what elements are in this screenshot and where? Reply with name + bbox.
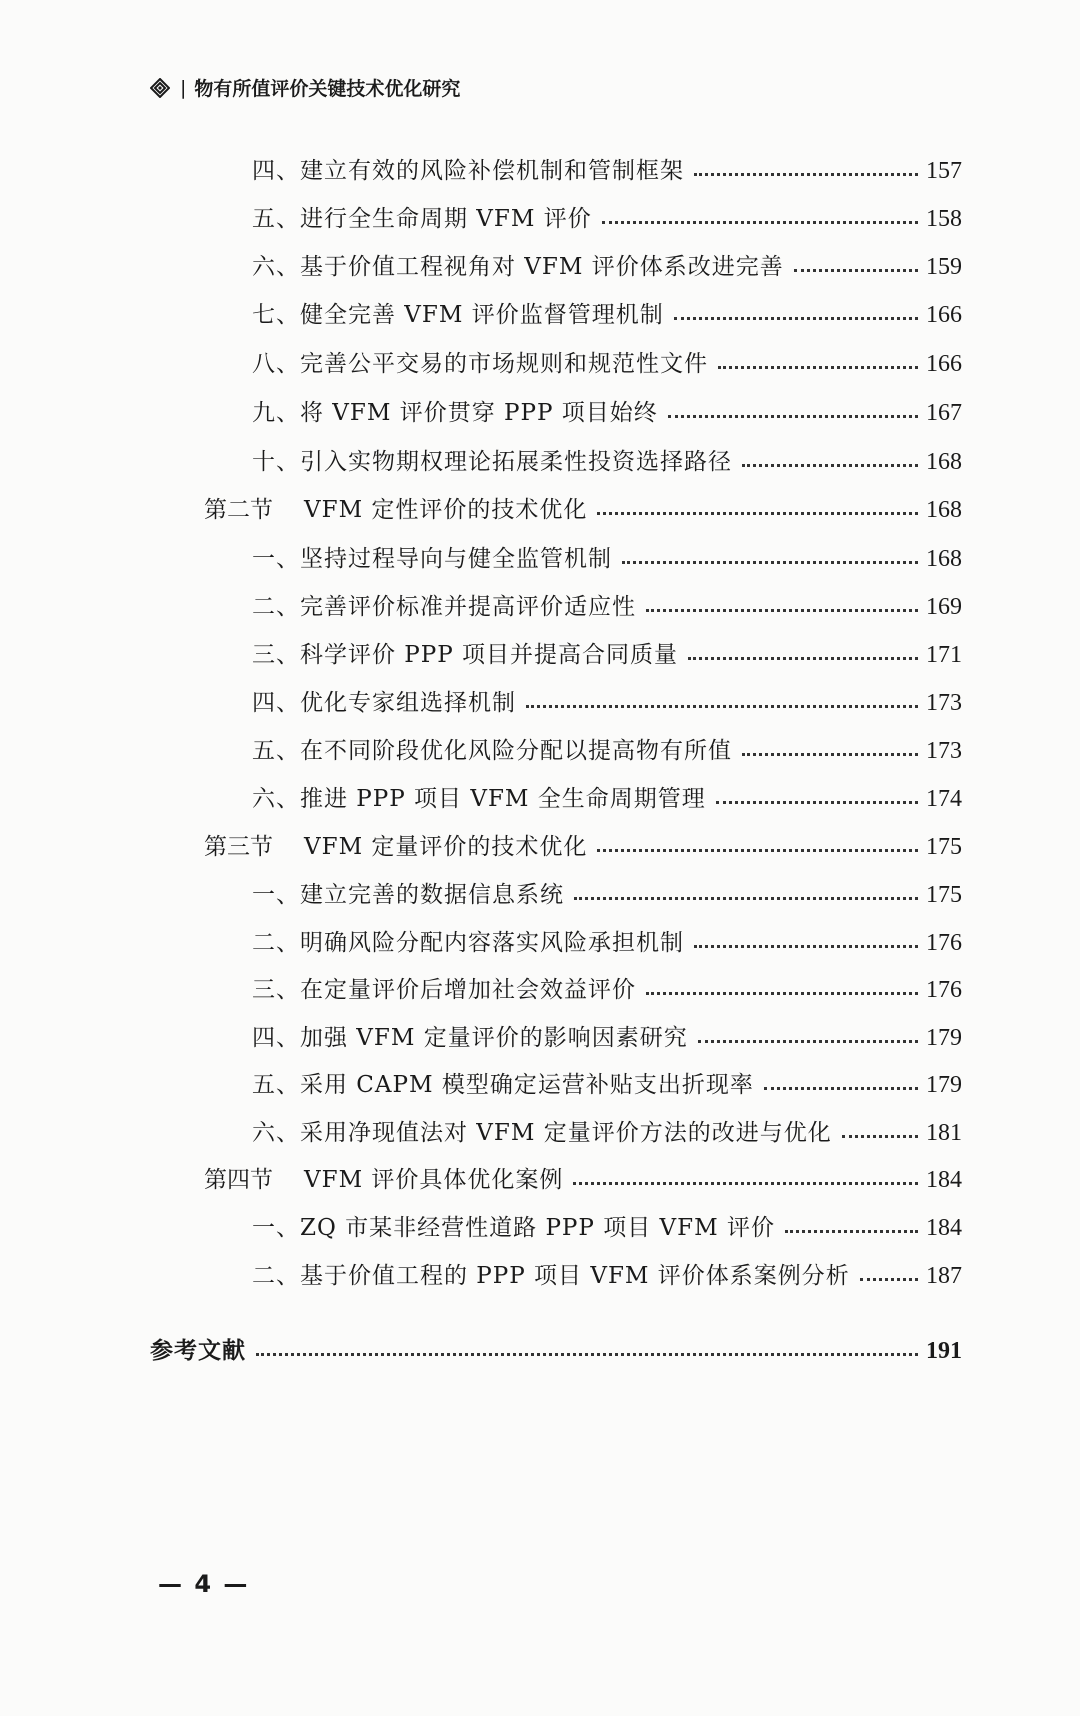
toc-section[interactable] [0, 1163, 1080, 1197]
toc-entry-page: 157 [926, 158, 962, 184]
leader-dots [694, 173, 918, 176]
toc-section[interactable] [0, 493, 1080, 527]
leader-dots [742, 753, 918, 756]
toc-entry-page: 166 [926, 302, 962, 328]
toc-entry-title: 四、优化专家组选择机制 [252, 690, 516, 716]
leader-dots [597, 849, 918, 852]
leader-dots [574, 897, 918, 900]
leader-dots [597, 512, 918, 515]
toc-entry-title: 四、建立有效的风险补偿机制和管制框架 [252, 158, 684, 184]
leader-dots [668, 415, 918, 418]
toc-entry-page: 171 [926, 642, 962, 668]
toc-entry-title: 七、健全完善 VFM 评价监督管理机制 [252, 302, 664, 328]
toc-references-title: 参考文献 [150, 1337, 246, 1364]
toc-entry-page: 173 [926, 690, 962, 716]
leader-dots [573, 1182, 918, 1185]
toc-entry[interactable] [0, 1259, 1080, 1293]
toc-section-page: 184 [926, 1167, 962, 1193]
toc-entry[interactable] [0, 734, 1080, 768]
toc-entry-page: 159 [926, 254, 962, 280]
toc-entry[interactable] [0, 298, 1080, 332]
leader-dots [646, 609, 918, 612]
toc-entry[interactable] [0, 973, 1080, 1007]
leader-dots [646, 992, 918, 995]
toc-entry-page: 181 [926, 1120, 962, 1146]
toc-entry-title: 八、完善公平交易的市场规则和规范性文件 [252, 351, 708, 377]
page-number: — 4 — [158, 1570, 250, 1598]
leader-dots [688, 657, 918, 660]
toc-entry-page: 167 [926, 400, 962, 426]
toc-entry[interactable] [0, 1211, 1080, 1245]
toc-entry[interactable] [0, 1116, 1080, 1150]
leader-dots [622, 561, 918, 564]
leader-dots [602, 221, 918, 224]
toc-entry[interactable] [0, 926, 1080, 960]
toc-entry-title: 六、基于价值工程视角对 VFM 评价体系改进完善 [252, 254, 784, 280]
toc-entry[interactable] [0, 878, 1080, 912]
toc-section-page: 168 [926, 497, 962, 523]
toc-section-title: VFM 定性评价的技术优化 [304, 497, 588, 523]
toc-entry-page: 168 [926, 546, 962, 572]
toc-section-label: 第二节 [204, 497, 273, 523]
toc-entry-page: 179 [926, 1072, 962, 1098]
toc-section-title: VFM 定量评价的技术优化 [304, 834, 588, 860]
toc-entry[interactable] [0, 396, 1080, 430]
header-separator: | [180, 76, 187, 99]
toc-entry-page: 179 [926, 1025, 962, 1051]
toc-references-page: 191 [926, 1338, 962, 1364]
leader-dots [716, 801, 918, 804]
leader-dots [526, 705, 918, 708]
toc-entry[interactable] [0, 445, 1080, 479]
leader-dots [860, 1278, 918, 1281]
toc-section-page: 175 [926, 834, 962, 860]
toc-entry-title: 一、坚持过程导向与健全监管机制 [252, 546, 612, 572]
leader-dots [718, 366, 918, 369]
toc-entry-page: 166 [926, 351, 962, 377]
toc-section-title: VFM 评价具体优化案例 [304, 1167, 564, 1193]
toc-entry-page: 169 [926, 594, 962, 620]
toc-entry-title: 二、完善评价标准并提高评价适应性 [252, 594, 636, 620]
toc-entry-title: 六、采用净现值法对 VFM 定量评价方法的改进与优化 [252, 1120, 832, 1146]
toc-section-label: 第四节 [204, 1167, 273, 1193]
toc-entry-title: 二、明确风险分配内容落实风险承担机制 [252, 930, 684, 956]
toc-entry-title: 三、在定量评价后增加社会效益评价 [252, 977, 636, 1003]
leader-dots [842, 1135, 918, 1138]
toc-entry[interactable] [0, 347, 1080, 381]
toc-section[interactable] [0, 830, 1080, 864]
toc-entry[interactable] [0, 202, 1080, 236]
toc-entry[interactable] [0, 686, 1080, 720]
toc-entry-page: 168 [926, 449, 962, 475]
toc-entry-page: 173 [926, 738, 962, 764]
toc-entry-title: 九、将 VFM 评价贯穿 PPP 项目始终 [252, 400, 658, 426]
toc-entry-title: 五、采用 CAPM 模型确定运营补贴支出折现率 [252, 1072, 754, 1098]
leader-dots [694, 945, 918, 948]
toc-entry-title: 五、进行全生命周期 VFM 评价 [252, 206, 592, 232]
toc-entry-title: 三、科学评价 PPP 项目并提高合同质量 [252, 642, 679, 668]
toc-entry-title: 六、推进 PPP 项目 VFM 全生命周期管理 [252, 786, 706, 812]
toc-entry[interactable] [0, 782, 1080, 816]
running-header [150, 74, 460, 101]
toc-entry-page: 175 [926, 882, 962, 908]
toc-entry[interactable] [0, 638, 1080, 672]
toc-entry[interactable] [0, 250, 1080, 284]
toc-entry-title: 一、建立完善的数据信息系统 [252, 882, 564, 908]
toc-entry-page: 176 [926, 977, 962, 1003]
toc-entry[interactable] [0, 542, 1080, 576]
publisher-logo-icon [150, 78, 170, 98]
toc-entry-page: 176 [926, 930, 962, 956]
toc-entry[interactable] [0, 154, 1080, 188]
toc-entry-title: 一、ZQ 市某非经营性道路 PPP 项目 VFM 评价 [252, 1215, 775, 1241]
toc-entry-title: 十、引入实物期权理论拓展柔性投资选择路径 [252, 449, 732, 475]
toc-entry-page: 174 [926, 786, 962, 812]
leader-dots [674, 317, 918, 320]
toc-entry-title: 二、基于价值工程的 PPP 项目 VFM 评价体系案例分析 [252, 1263, 850, 1289]
leader-dots [698, 1040, 918, 1043]
toc-entry-title: 四、加强 VFM 定量评价的影响因素研究 [252, 1025, 688, 1051]
leader-dots [764, 1087, 918, 1090]
toc-references[interactable] [0, 1334, 1080, 1368]
leader-dots [785, 1230, 918, 1233]
toc-entry[interactable] [0, 1068, 1080, 1102]
toc-section-label: 第三节 [204, 834, 273, 860]
leader-dots [742, 464, 918, 467]
toc-entry-page: 184 [926, 1215, 962, 1241]
toc-entry-page: 187 [926, 1263, 962, 1289]
toc-entry-page: 158 [926, 206, 962, 232]
toc-entry-title: 五、在不同阶段优化风险分配以提高物有所值 [252, 738, 732, 764]
toc-entry[interactable] [0, 1021, 1080, 1055]
leader-dots [794, 269, 918, 272]
book-title: 物有所值评价关键技术优化研究 [194, 78, 461, 100]
toc-entry[interactable] [0, 590, 1080, 624]
leader-dots [256, 1353, 918, 1356]
